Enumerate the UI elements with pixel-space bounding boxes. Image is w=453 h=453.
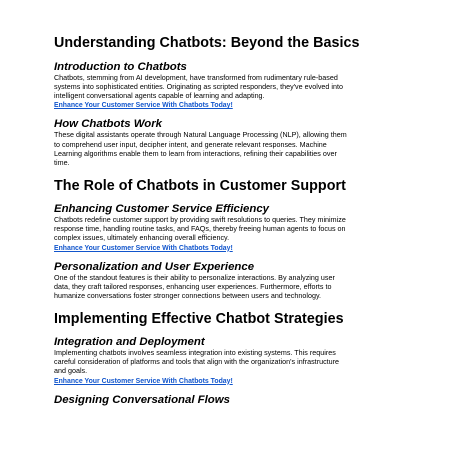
section-heading-how-chatbots-work: How Chatbots Work (54, 118, 162, 131)
section-title-role-of-chatbots: The Role of Chatbots in Customer Support (54, 178, 346, 195)
text-line: time. (54, 158, 70, 167)
text-line: intelligent conversational agents capable of learning and adapting. (54, 92, 265, 101)
text-line: These digital assistants operate through Natural Language Processing (NLP), allowing them (54, 131, 347, 140)
text-line: response time, handling routine tasks, and FAQs, thereby freeing human agents to focus on (54, 225, 346, 234)
paragraph-personalization (54, 274, 403, 301)
section-heading-conversational-flows: Designing Conversational Flows (54, 393, 230, 406)
cta-link-integration[interactable]: Enhance Your Customer Service With Chatbots Today! (54, 377, 233, 385)
text-line: One of the standout features is their ability to personalize interactions. By analyzing user (54, 273, 335, 282)
section-title-strategies: Implementing Effective Chatbot Strategies (54, 311, 344, 328)
paragraph-introduction (54, 74, 403, 101)
document-title: Understanding Chatbots: Beyond the Basics (54, 35, 360, 51)
text-line: Learning algorithms enable them to learn from interactions, refining their capabilities over (54, 149, 337, 158)
text-line: careful consideration of platforms and tools that align with the organization's infrastructure (54, 358, 340, 367)
text-line: humanize conversations foster stronger connections between users and technology. (54, 291, 322, 300)
text-line: data, they craft tailored responses, enhancing user experiences. Furthermore, efforts to (54, 282, 332, 291)
text-line: systems into sophisticated entities. Originating as scripted responders, they've evolved into (54, 83, 343, 92)
section-heading-introduction: Introduction to Chatbots (54, 61, 187, 73)
section-heading-efficiency: Enhancing Customer Service Efficiency (54, 203, 270, 216)
text-line: Implementing chatbots involves seamless integration into existing systems. This requires (54, 349, 336, 358)
section-heading-personalization: Personalization and User Experience (54, 260, 255, 273)
paragraph-how-chatbots-work (54, 131, 403, 168)
cta-link-introduction[interactable]: Enhance Your Customer Service With Chatbots Today! (54, 102, 233, 110)
text-line: to comprehend user input, decipher intent, and generate relevant responses. Machine (54, 140, 327, 149)
text-line: Chatbots, stemming from AI development, have transformed from rudimentary rule-based (54, 74, 338, 82)
text-line: Chatbots redefine customer support by providing swift resolutions to queries. They minimize (54, 216, 346, 225)
paragraph-integration (54, 349, 403, 376)
text-line: and goals. (54, 367, 88, 376)
paragraph-efficiency (54, 216, 403, 243)
cta-link-efficiency[interactable]: Enhance Your Customer Service With Chatbots Today! (54, 244, 233, 252)
text-line: complex issues, ultimately enhancing overall efficiency. (54, 234, 230, 243)
section-heading-integration: Integration and Deployment (54, 336, 205, 349)
